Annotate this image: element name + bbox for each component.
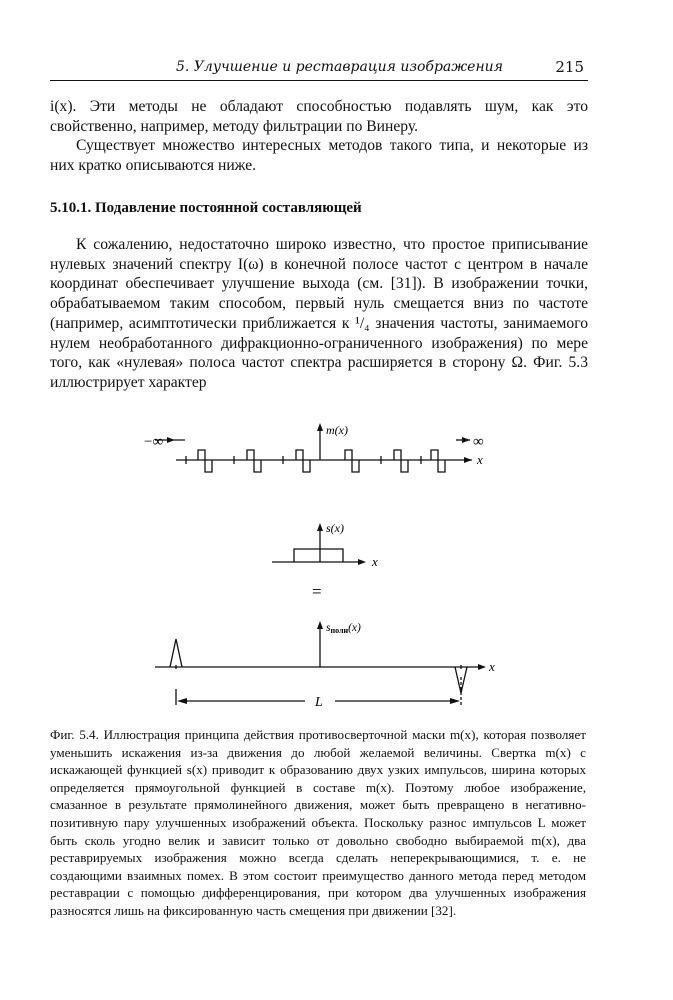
running-title: 5. Улучшение и реставрация изображения (176, 59, 503, 75)
page-number: 215 (555, 58, 584, 76)
section-heading: 5.10.1. Подавление постоянной составляющей (50, 200, 362, 216)
figure-caption: Фиг. 5.4. Иллюстрация принципа действия противосверточной маски m(x), которая позволяет уменьшить искажения из-за движения до любой желаемой величины. Свертка m(x) с искажающей функцией s(x) приводит к образованию двух узких импульсов, ширина которых определяется прямоугольной функцией в составе m(x). Поэтому любое изображение, смазанное в результате прямолинейного движения, может быть превращено в негативно-позитивную пару улучшенных изображений объекта. Поскольку разнос импульсов L может быть сколь угодно велик и зависит только от довольно свободно выбираемой m(x), два реставрируемых изображения можно всегда сделать неперекрывающимися, т. е. не создающими взаимных помех. В этом состоит преимущество данного метода перед методом реставрации с помощью дифференцирования, при котором два улучшенных изображения разносятся лишь на фиксированную часть смещения при движении [32]. (50, 727, 586, 918)
mask-pulse-pair (394, 450, 408, 472)
minus-infinity-arrowhead (167, 437, 175, 443)
result-y-arrowhead (317, 621, 323, 629)
blur-axis-arrowhead (358, 559, 366, 565)
mask-y-arrowhead (317, 423, 323, 431)
blur-label: s(x) (326, 521, 344, 535)
running-head (50, 58, 588, 81)
plus-infinity-label: ∞ (473, 434, 484, 450)
result-axis-arrowhead (478, 664, 486, 670)
plus-infinity-arrowhead (462, 437, 470, 443)
main-paragraph: К сожалению, недостаточно широко известно, что простое приписывание нулевых значений спектру I(ω) в конечной полосе частот с центром в начале координат обеспечивает улучшение выхода (см. [31]). В изображении точки, обрабатываемом таким способом, первый нуль смещается вниз по частоте (например, асимптотически приближается к ¹/₄ значения частоты, занимаемого нулем необработанного дифракционно-ограниченного изображения) по мере того, как «нулевая» полоса частот спектра расширяется в сторону Ω. Фиг. 5.3 иллюстрирует характер (50, 236, 588, 391)
minus-infinity-label: −∞ (144, 434, 164, 450)
positive-impulse (170, 639, 182, 667)
result-x-label: x (489, 659, 495, 674)
result-label: sполн(x) (326, 622, 361, 635)
intro-text (50, 97, 588, 176)
figure-5-4 (0, 415, 673, 720)
result-plot (155, 621, 486, 705)
mask-axis-arrowhead (464, 457, 472, 463)
distance-arrowhead-right (450, 698, 460, 704)
mask-plot (155, 423, 472, 472)
equals-sign: = (312, 582, 322, 601)
intro-paragraph-2: Существует множество интересных методов такого типа, и некоторые из них кратко описываются ниже. (50, 137, 588, 175)
distance-label: L (315, 695, 323, 710)
mask-x-label: x (477, 452, 483, 467)
mask-label: m(x) (326, 423, 348, 437)
blur-function-plot (272, 523, 366, 565)
mask-pulse-pair (247, 450, 261, 472)
mask-pulse-pair (296, 450, 310, 472)
mask-pulse-pair (198, 450, 212, 472)
main-text (50, 235, 588, 393)
mask-pulse-pair (431, 450, 445, 472)
intro-paragraph-1: i(x). Эти методы не обладают способностью подавлять шум, как это свойственно, например, методу фильтрации по Винеру. (50, 98, 588, 135)
blur-y-arrowhead (317, 523, 323, 531)
mask-pulse-pair (345, 450, 359, 472)
blur-rectangle (294, 549, 343, 562)
blur-x-label: x (372, 554, 378, 569)
distance-arrowhead-left (177, 698, 187, 704)
